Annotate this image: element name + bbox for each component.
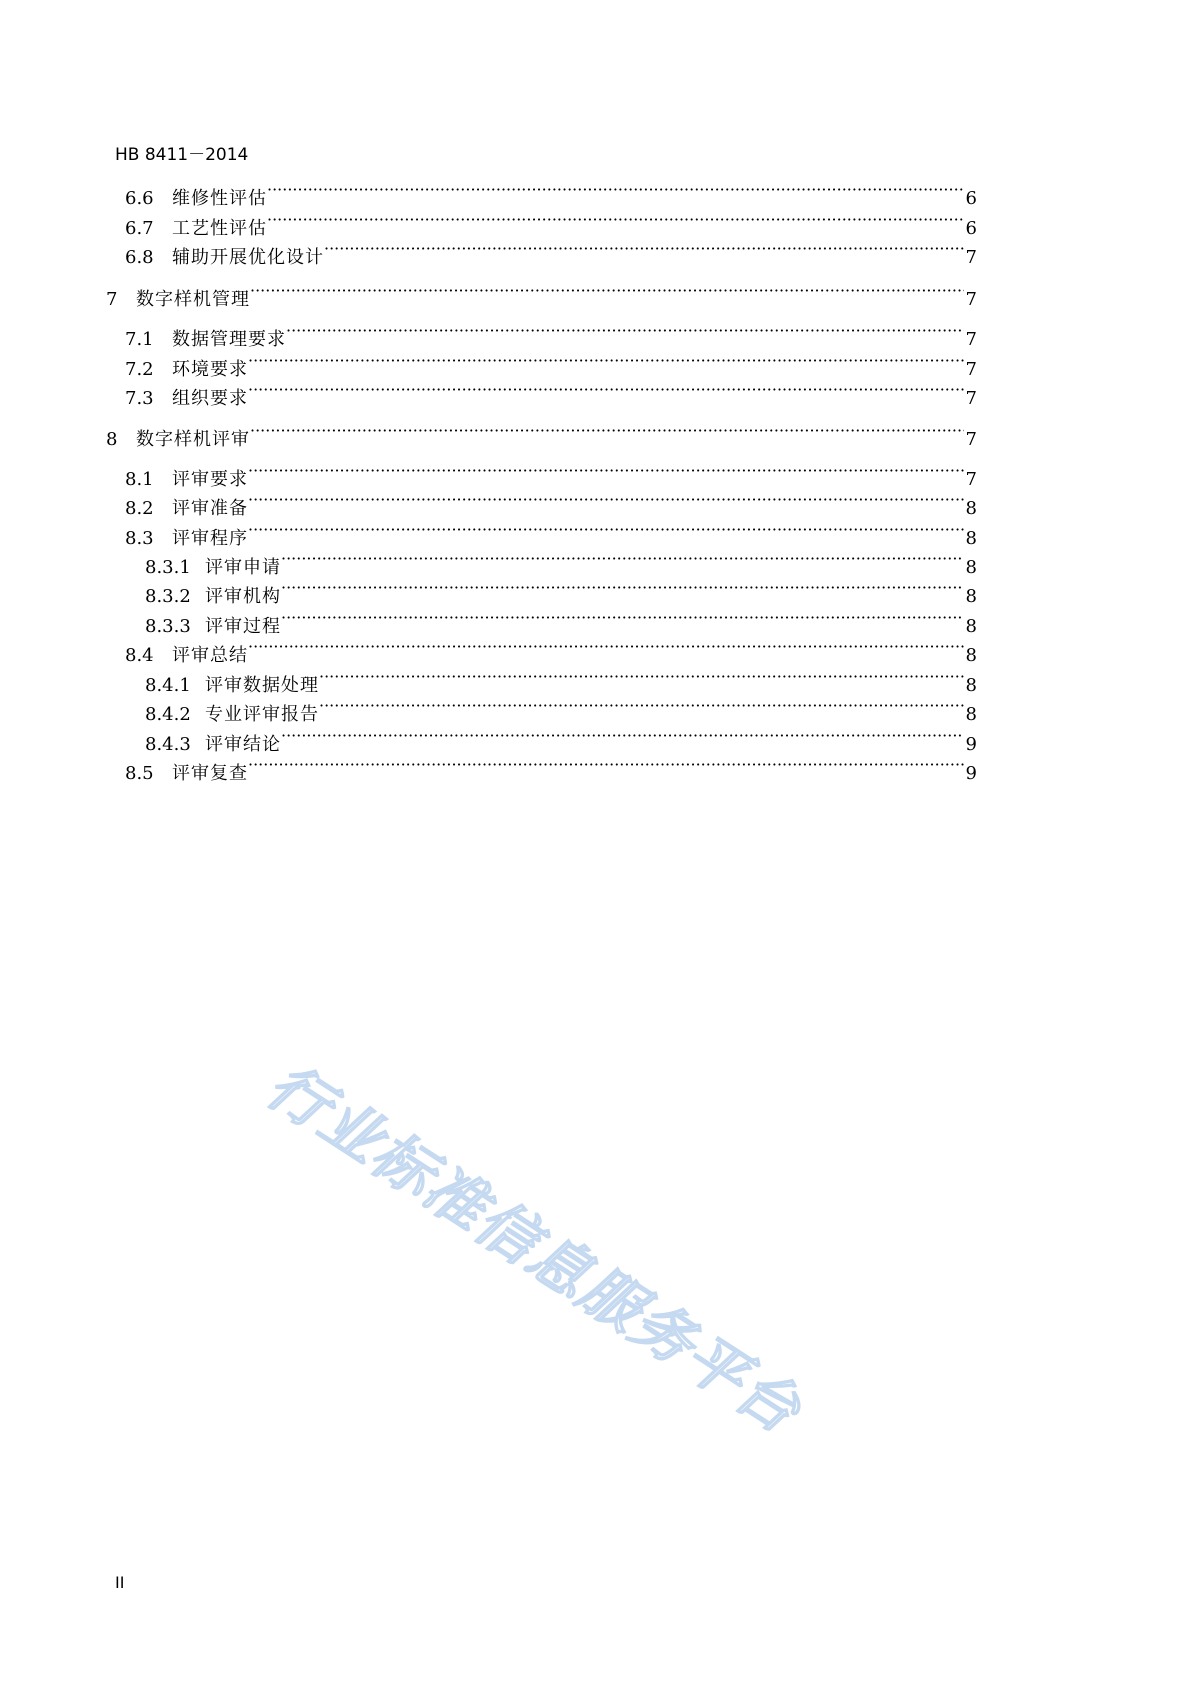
toc-entry-page: 9 xyxy=(965,763,977,784)
toc-entry-title: 评审程序 xyxy=(172,528,248,549)
toc-entry-number: 8.4.1 xyxy=(145,675,191,696)
toc-leader-dots xyxy=(324,235,964,263)
toc-entry-page: 8 xyxy=(965,557,977,578)
toc-entry[interactable] xyxy=(125,176,977,209)
toc-entry-title: 专业评审报告 xyxy=(205,704,319,725)
toc-entry-page: 7 xyxy=(965,388,977,409)
toc-entry-title: 数字样机管理 xyxy=(136,289,250,310)
toc-entry-page: 8 xyxy=(965,675,977,696)
toc-entry-number: 8.4.3 xyxy=(145,734,191,755)
toc-entry[interactable] xyxy=(125,317,977,350)
toc-entry-title: 评审结论 xyxy=(205,734,281,755)
toc-entry-number: 8.4.2 xyxy=(145,704,191,725)
toc-entry-page: 8 xyxy=(965,704,977,725)
toc-leader-dots xyxy=(319,692,964,720)
toc-entry-number: 6.6 xyxy=(125,188,154,209)
toc-entry[interactable] xyxy=(125,751,977,784)
toc-leader-dots xyxy=(248,486,964,514)
toc-entry-number: 6.7 xyxy=(125,218,154,239)
toc-leader-dots xyxy=(248,633,964,661)
toc-entry-page: 9 xyxy=(965,734,977,755)
toc-entry-number: 7.2 xyxy=(125,359,154,380)
toc-entry[interactable] xyxy=(125,633,977,666)
toc-entry-title: 组织要求 xyxy=(172,388,248,409)
toc-leader-dots xyxy=(250,277,964,305)
toc-entry-page: 6 xyxy=(965,218,977,239)
toc-entry[interactable] xyxy=(106,417,977,450)
toc-entry[interactable] xyxy=(125,457,977,490)
toc-entry-title: 评审总结 xyxy=(172,645,248,666)
toc-entry[interactable] xyxy=(125,516,977,549)
toc-entry[interactable] xyxy=(125,235,977,268)
toc-entry-page: 7 xyxy=(965,469,977,490)
toc-entry-title: 评审机构 xyxy=(205,586,281,607)
toc-entry[interactable] xyxy=(106,277,977,310)
toc-leader-dots xyxy=(267,206,964,234)
toc-entry-number: 8.3.1 xyxy=(145,557,191,578)
toc-entry-title: 评审准备 xyxy=(172,498,248,519)
toc-entry[interactable] xyxy=(145,663,977,696)
toc-entry-number: 8.3.2 xyxy=(145,586,191,607)
toc-entry-number: 7.1 xyxy=(125,329,154,350)
toc-entry-page: 8 xyxy=(965,586,977,607)
toc-entry[interactable] xyxy=(145,574,977,607)
toc-entry-number: 8.3.3 xyxy=(145,616,191,637)
toc-entry-page: 7 xyxy=(965,359,977,380)
toc-entry-title: 评审申请 xyxy=(205,557,281,578)
toc-entry[interactable] xyxy=(125,347,977,380)
toc-entry-title: 辅助开展优化设计 xyxy=(172,247,324,268)
toc-entry-number: 8.5 xyxy=(125,763,154,784)
toc-leader-dots xyxy=(267,176,964,204)
document-id: HB 8411－2014 xyxy=(115,145,249,165)
toc-entry-title: 数字样机评审 xyxy=(136,429,250,450)
toc-leader-dots xyxy=(248,516,964,544)
toc-entry-number: 8.2 xyxy=(125,498,154,519)
toc-leader-dots xyxy=(248,376,964,404)
toc-leader-dots xyxy=(248,347,964,375)
toc-entry-title: 评审要求 xyxy=(172,469,248,490)
toc-entry-page: 7 xyxy=(965,247,977,268)
toc-leader-dots xyxy=(281,722,964,750)
toc-entry-page: 8 xyxy=(965,528,977,549)
watermark: 行业标准信息服务平台 xyxy=(254,1050,813,1448)
toc-entry[interactable] xyxy=(125,376,977,409)
toc-leader-dots xyxy=(248,751,964,779)
toc-leader-dots xyxy=(281,604,964,632)
toc-entry[interactable] xyxy=(125,486,977,519)
toc-entry-number: 8.3 xyxy=(125,528,154,549)
toc-leader-dots xyxy=(281,574,964,602)
toc-entry-page: 7 xyxy=(965,329,977,350)
toc-entry-page: 7 xyxy=(965,429,977,450)
toc-entry-title: 环境要求 xyxy=(172,359,248,380)
toc-entry[interactable] xyxy=(145,722,977,755)
toc-entry-title: 评审数据处理 xyxy=(205,675,319,696)
toc-entry-page: 6 xyxy=(965,188,977,209)
toc-entry-page: 7 xyxy=(965,289,977,310)
toc-entry[interactable] xyxy=(145,604,977,637)
toc-entry-page: 8 xyxy=(965,645,977,666)
toc-entry-title: 维修性评估 xyxy=(172,188,267,209)
toc-entry-title: 工艺性评估 xyxy=(172,218,267,239)
toc-entry-number: 7.3 xyxy=(125,388,154,409)
toc-entry-title: 数据管理要求 xyxy=(172,329,286,350)
toc-entry-title: 评审过程 xyxy=(205,616,281,637)
toc-entry-number: 8 xyxy=(106,429,118,450)
toc-leader-dots xyxy=(286,317,964,345)
toc-entry-number: 8.1 xyxy=(125,469,154,490)
toc-leader-dots xyxy=(281,545,964,573)
toc-entry-number: 8.4 xyxy=(125,645,154,666)
page-number: II xyxy=(115,1573,125,1592)
toc-leader-dots xyxy=(248,457,964,485)
toc-entry[interactable] xyxy=(145,692,977,725)
toc-entry[interactable] xyxy=(145,545,977,578)
toc-entry[interactable] xyxy=(125,206,977,239)
toc-entry-number: 6.8 xyxy=(125,247,154,268)
toc-leader-dots xyxy=(319,663,964,691)
toc-entry-number: 7 xyxy=(106,289,118,310)
toc-entry-page: 8 xyxy=(965,498,977,519)
toc-entry-page: 8 xyxy=(965,616,977,637)
toc-leader-dots xyxy=(250,417,964,445)
toc-entry-title: 评审复查 xyxy=(172,763,248,784)
